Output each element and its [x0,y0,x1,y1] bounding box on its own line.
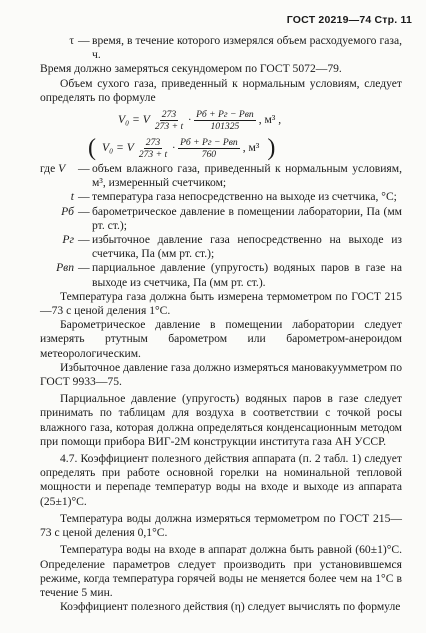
paragraph-excess-pressure: Избыточное давление газа должно измеряться мановакуумметром по ГОСТ 9933—75. [40,360,402,389]
definition-dash: — [78,261,90,275]
formula-dot: · [188,113,192,127]
formula-lhs: V₀ = V [102,140,134,154]
where-label [40,162,78,190]
definitions-list [40,162,402,290]
formula-lhs: V₀ = V [118,113,150,127]
fraction-denominator: 273 + t [138,148,168,160]
definition-dash: — [78,204,90,218]
fraction-numerator: Pб + Pг − Pвп [196,109,254,121]
paragraph-inlet-water-temperature: Температура воды на входе в аппарат должна быть равной (60±1)°С. Определение параметров следует производить при установившемся режиме, когда температура горячей воды не меняется более чем на 1°С в течение 5 мин. [40,543,402,599]
document-body [40,34,402,614]
definition-symbol: τ [69,34,74,47]
paragraph-water-thermometer: Температура воды должна измеряться термометром по ГОСТ 215—73 с ценой деления 0,1°С. [40,511,402,540]
definition-text: парциальное давление (упругость) водяных паров в газе на выходе из счетчика, Па (мм рт. ст.). [92,261,402,289]
definition-text: барометрическое давление в помещении лаборатории, Па (мм рт. ст.); [92,204,402,232]
definition-dash: — [78,34,90,47]
paragraph-efficiency-section: 4.7. Коэффициент полезного действия аппарата (п. 2 табл. 1) следует определять при работе основной горелки на номинальной тепловой мощности и перепаде температур воды на входе и выходе из аппарата (25±1)°С. [40,452,402,508]
paragraph-gas-temperature: Температура газа должна быть измерена термометром по ГОСТ 215—73 с ценой деления 1°С. [40,289,402,318]
definition-item [40,190,402,204]
paragraph-dry-gas-volume: Объем сухого газа, приведенный к нормальным условиям, следует определять по формуле [40,76,402,104]
definition-dash: — [78,233,90,247]
fraction-numerator: Pб + Pг − Pвп [180,136,238,148]
definition-symbol: Pб [61,204,74,218]
paragraph-barometric-pressure: Барометрическое давление в помещении лаборатории следует измерять ртутным барометром или барометром-анероидом метеорологическим. [40,318,402,360]
page-header: ГОСТ 20219—74 Стр. 11 [286,14,412,26]
formula-close-paren: ) [267,135,276,162]
formula-dot: · [172,140,176,154]
formula-unit: , м³ [242,140,260,154]
fraction-temperature [153,109,185,132]
fraction-temperature [137,137,169,160]
definition-item [40,261,402,289]
definition-dash: — [78,190,90,204]
fraction-pressure [178,137,240,160]
definition-symbol: V [58,162,66,176]
definition-text: избыточное давление газа непосредственно на выходе из счетчика, Па (мм рт. ст.); [92,233,402,261]
fraction-numerator: 273 [145,136,161,148]
definition-symbol: t [70,190,74,204]
fraction-denominator: 760 [201,148,217,160]
formula-unit: , м³ , [258,113,282,127]
fraction-denominator: 101325 [210,121,240,133]
definition-text: время, в течение которого измерялся объем расходуемого газа, ч. [92,34,402,62]
definition-text: объем влажного газа, приведенный к нормальным условиям, м³, измеренный счетчиком; [92,162,402,190]
paragraph-efficiency-formula-intro: Коэффициент полезного действия (η) следует вычислять по формуле [60,600,401,614]
definition-tau [40,34,402,62]
definition-item [40,162,402,190]
paragraph-partial-pressure: Парциальное давление (упругость) водяных паров в газе следует принимать по таблицам для воздуха в соответствии с точкой росы влажного газа, которая должна определяться конденсационным методом при помощи прибора ВИГ-2М конструкции института газа АН УССР. [40,392,402,448]
formula-open-paren: ( [88,135,96,162]
fraction-denominator: 273 + t [154,121,184,133]
definition-symbol: Pг [62,233,74,247]
formula-volume-pascal [40,109,402,132]
definition-symbol: Pвп [56,261,74,275]
fraction-pressure [194,109,256,132]
where-word: где [40,162,56,176]
paragraph-stopwatch: Время должно замеряться секундомером по ГОСТ 5072—79. [40,62,342,76]
formula-volume-mmhg [40,136,402,160]
definition-dash: — [78,162,90,176]
definition-item [40,233,402,261]
definition-text: температура газа непосредственно на выходе из счетчика, °С; [92,190,397,204]
fraction-numerator: 273 [161,109,177,121]
definition-item [40,205,402,233]
